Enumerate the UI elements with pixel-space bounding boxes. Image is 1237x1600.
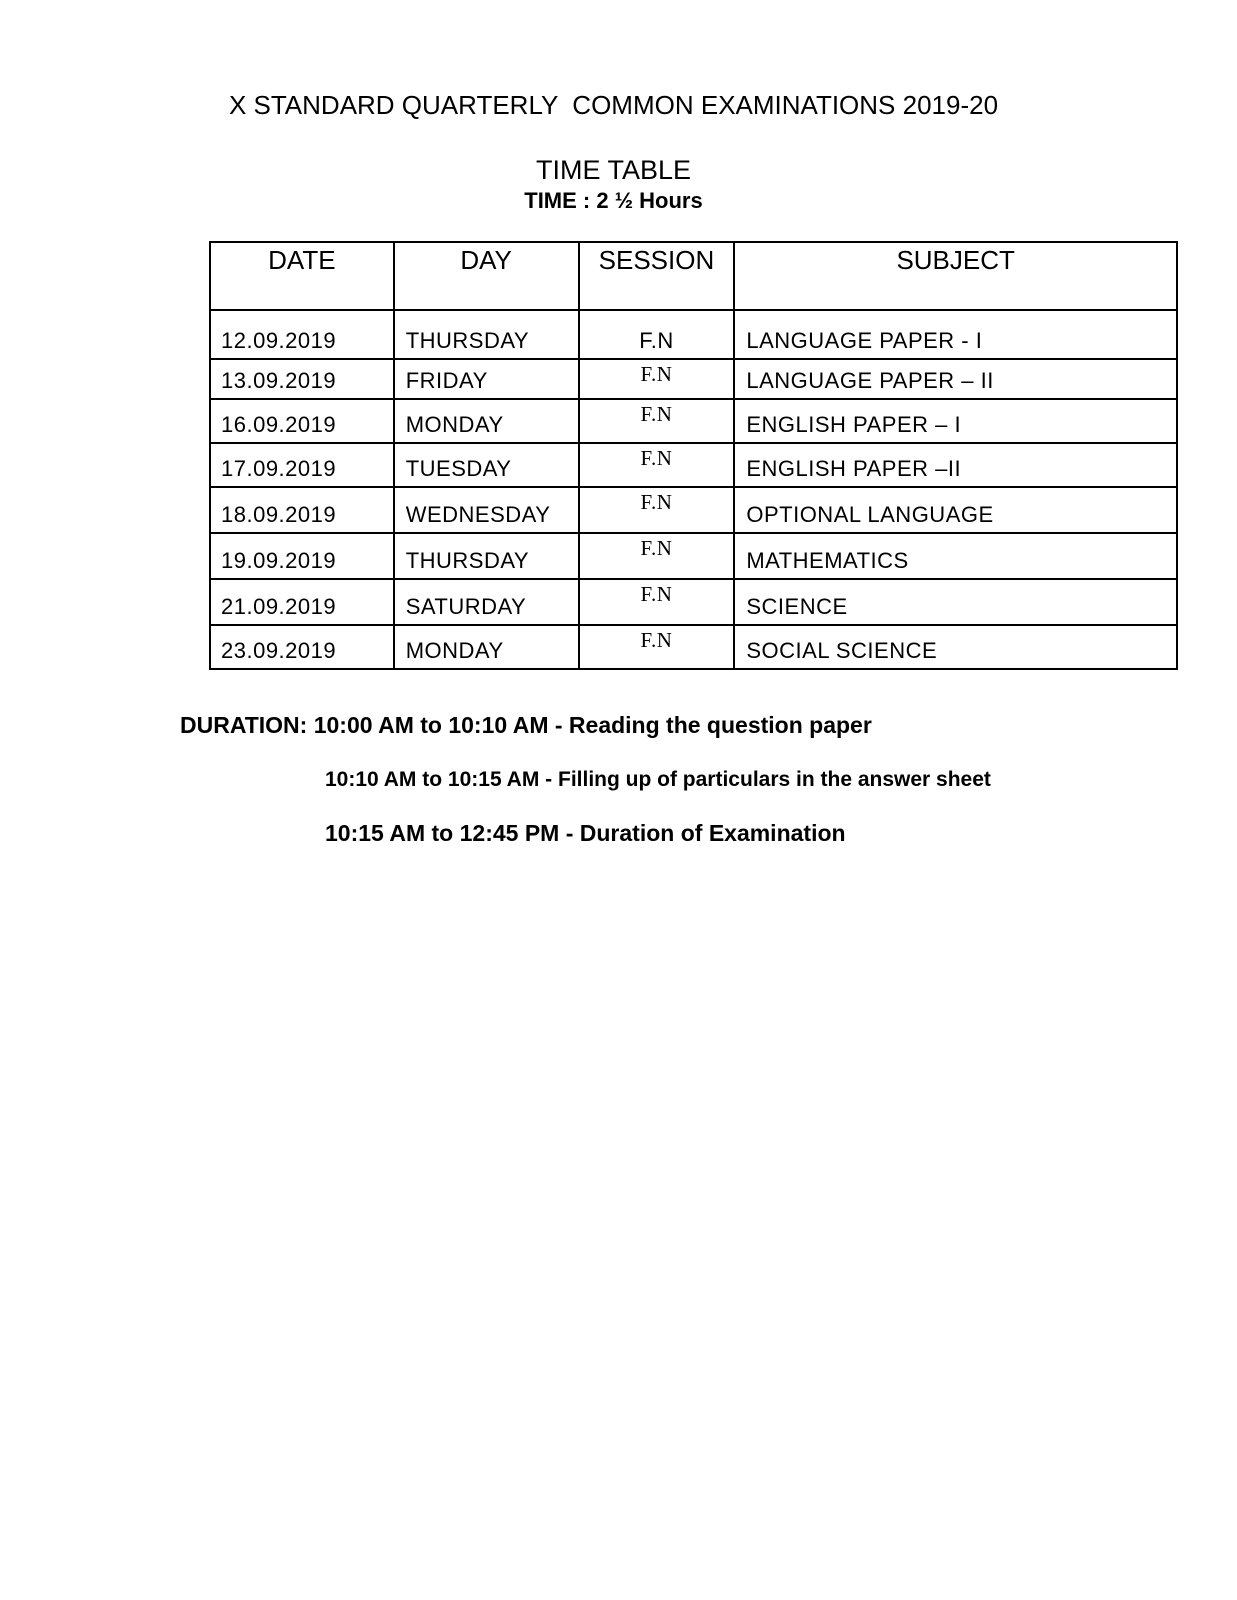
table-row xyxy=(210,533,1177,579)
cell-session: F.N xyxy=(579,310,735,359)
cell-subject: SCIENCE xyxy=(734,579,1177,625)
table-row xyxy=(210,310,1177,359)
cell-subject: LANGUAGE PAPER - I xyxy=(734,310,1177,359)
cell-session: F.N xyxy=(579,579,735,625)
table-header-row xyxy=(210,242,1177,310)
cell-date: 18.09.2019 xyxy=(210,487,394,533)
duration-filling: 10:10 AM to 10:15 AM - Filling up of particulars in the answer sheet xyxy=(325,768,991,791)
cell-day: SATURDAY xyxy=(394,579,579,625)
cell-date: 13.09.2019 xyxy=(210,359,394,399)
cell-subject: ENGLISH PAPER –II xyxy=(734,443,1177,487)
cell-subject: MATHEMATICS xyxy=(734,533,1177,579)
cell-session: F.N xyxy=(579,443,735,487)
cell-day: THURSDAY xyxy=(394,310,579,359)
cell-session: F.N xyxy=(579,487,735,533)
header-session: SESSION xyxy=(579,242,735,310)
cell-day: TUESDAY xyxy=(394,443,579,487)
table-row xyxy=(210,625,1177,669)
timetable xyxy=(209,241,1178,670)
cell-session: F.N xyxy=(579,359,735,399)
cell-subject: OPTIONAL LANGUAGE xyxy=(734,487,1177,533)
header-date: DATE xyxy=(210,242,394,310)
cell-date: 16.09.2019 xyxy=(210,399,394,443)
header-subject: SUBJECT xyxy=(734,242,1177,310)
cell-day: MONDAY xyxy=(394,625,579,669)
cell-session: F.N xyxy=(579,625,735,669)
header-day: DAY xyxy=(394,242,579,310)
cell-session: F.N xyxy=(579,533,735,579)
cell-day: WEDNESDAY xyxy=(394,487,579,533)
cell-day: FRIDAY xyxy=(394,359,579,399)
cell-session: F.N xyxy=(579,399,735,443)
cell-date: 12.09.2019 xyxy=(210,310,394,359)
table-row xyxy=(210,399,1177,443)
cell-date: 17.09.2019 xyxy=(210,443,394,487)
cell-date: 21.09.2019 xyxy=(210,579,394,625)
cell-subject: LANGUAGE PAPER – II xyxy=(734,359,1177,399)
cell-subject: SOCIAL SCIENCE xyxy=(734,625,1177,669)
cell-date: 19.09.2019 xyxy=(210,533,394,579)
duration-reading: DURATION: 10:00 AM to 10:10 AM - Reading the question paper xyxy=(180,712,872,738)
table-row xyxy=(210,443,1177,487)
cell-day: THURSDAY xyxy=(394,533,579,579)
duration-exam: 10:15 AM to 12:45 PM - Duration of Examination xyxy=(325,820,846,846)
cell-date: 23.09.2019 xyxy=(210,625,394,669)
table-row xyxy=(210,359,1177,399)
exam-time: TIME : 2 ½ Hours xyxy=(524,188,703,213)
table-row xyxy=(210,487,1177,533)
cell-subject: ENGLISH PAPER – I xyxy=(734,399,1177,443)
table-row xyxy=(210,579,1177,625)
timetable-heading: TIME TABLE xyxy=(535,155,692,185)
cell-day: MONDAY xyxy=(394,399,579,443)
page-title: X STANDARD QUARTERLY COMMON EXAMINATIONS 2019-20 xyxy=(228,90,999,120)
